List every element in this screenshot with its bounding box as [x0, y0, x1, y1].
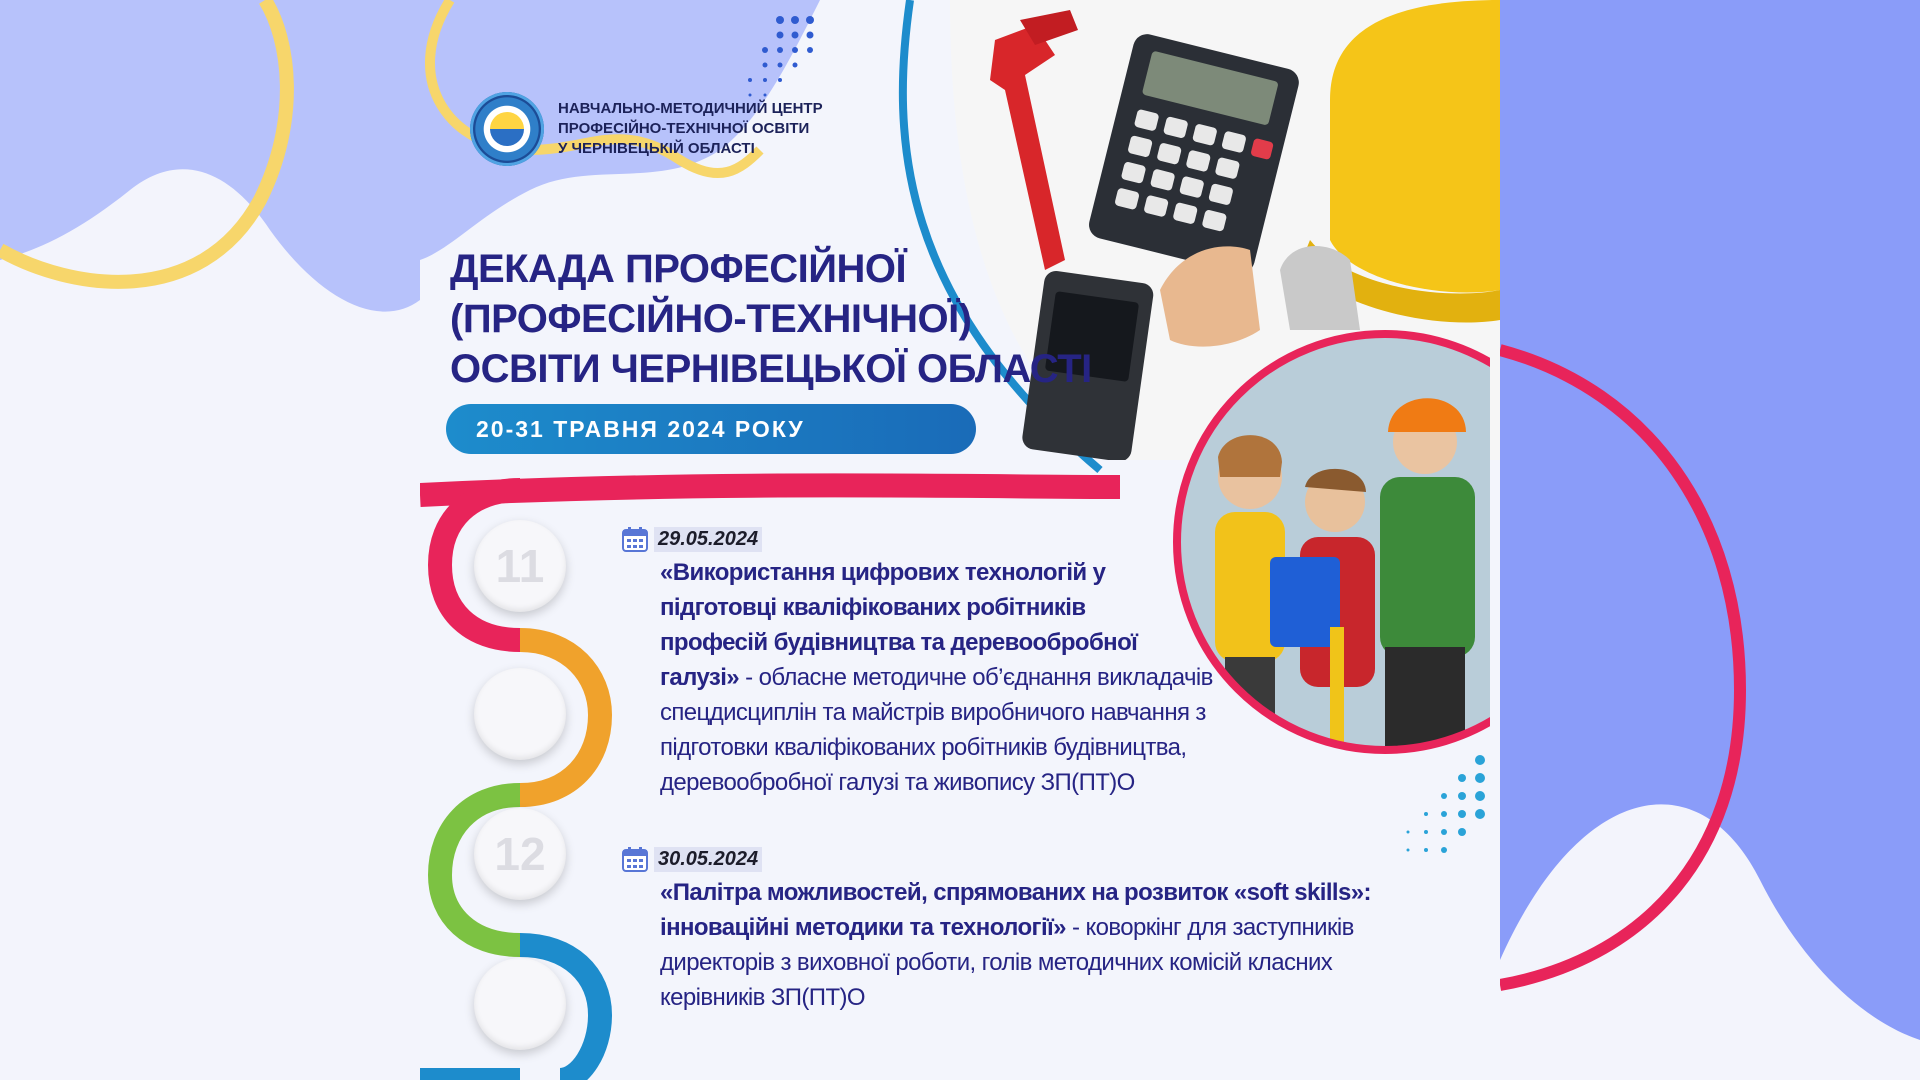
page-title	[450, 244, 1092, 394]
right-background	[1500, 0, 1920, 1080]
event2-line3-text: директорів з виховної роботи, голів методичних комісій класних	[660, 949, 1333, 976]
title-line-2: (ПРОФЕСІЙНО-ТЕХНІЧНОЇ)	[450, 297, 972, 341]
event-number-1: 11	[474, 520, 566, 612]
event-description-2	[660, 875, 1371, 1015]
org-line-1: НАВЧАЛЬНО-МЕТОДИЧНИЙ ЦЕНТР	[558, 100, 823, 117]
event-date-1: 29.05.2024	[654, 527, 762, 552]
title-line-1: ДЕКАДА ПРОФЕСІЙНОЇ	[450, 247, 907, 291]
event1-line1-bold: «Використання цифрових технологій у	[660, 559, 1106, 586]
event1-line4-bold: галузі»	[660, 664, 740, 691]
timeline-circle	[474, 958, 566, 1050]
event-date-2: 30.05.2024	[654, 847, 762, 872]
timeline-circle	[474, 668, 566, 760]
event1-line2-bold: підготовці кваліфікованих робітників	[660, 594, 1086, 621]
event1-line4-text: - обласне методичне об’єднання викладачів	[739, 664, 1213, 691]
event2-line2-bold: інноваційні методики та технології»	[660, 914, 1066, 941]
event-number-2: 12	[474, 808, 566, 900]
event1-line3-bold: професій будівництва та деревообробної	[660, 629, 1138, 656]
left-background	[0, 0, 420, 1080]
logo-emblem	[470, 92, 544, 166]
org-line-3: У ЧЕРНІВЕЦЬКІЙ ОБЛАСТІ	[558, 140, 755, 157]
title-line-3: ОСВІТИ ЧЕРНІВЕЦЬКОЇ ОБЛАСТІ	[450, 347, 1092, 391]
event1-line6-text: підготовки кваліфікованих робітників будівництва,	[660, 734, 1187, 761]
calendar-icon	[622, 526, 648, 552]
poster	[420, 0, 1500, 1080]
event2-line2-text: - коворкінг для заступників	[1065, 914, 1354, 941]
event1-line5-text: спецдисциплін та майстрів виробничого навчання з	[660, 699, 1206, 726]
students-photo	[1170, 327, 1490, 757]
event2-line1-bold: «Палітра можливостей, спрямованих на розвиток «soft skills»:	[660, 879, 1371, 906]
dates-banner: 20-31 ТРАВНЯ 2024 РОКУ	[446, 404, 976, 454]
event2-line4-text: керівників ЗП(ПТ)О	[660, 984, 865, 1011]
event1-line7-text: деревообробної галузі та живопису ЗП(ПТ)О	[660, 769, 1135, 796]
event-description-1	[660, 555, 1213, 800]
org-line-2: ПРОФЕСІЙНО-ТЕХНІЧНОЇ ОСВІТИ	[558, 120, 810, 137]
organization-name	[558, 99, 823, 159]
calendar-icon	[622, 846, 648, 872]
